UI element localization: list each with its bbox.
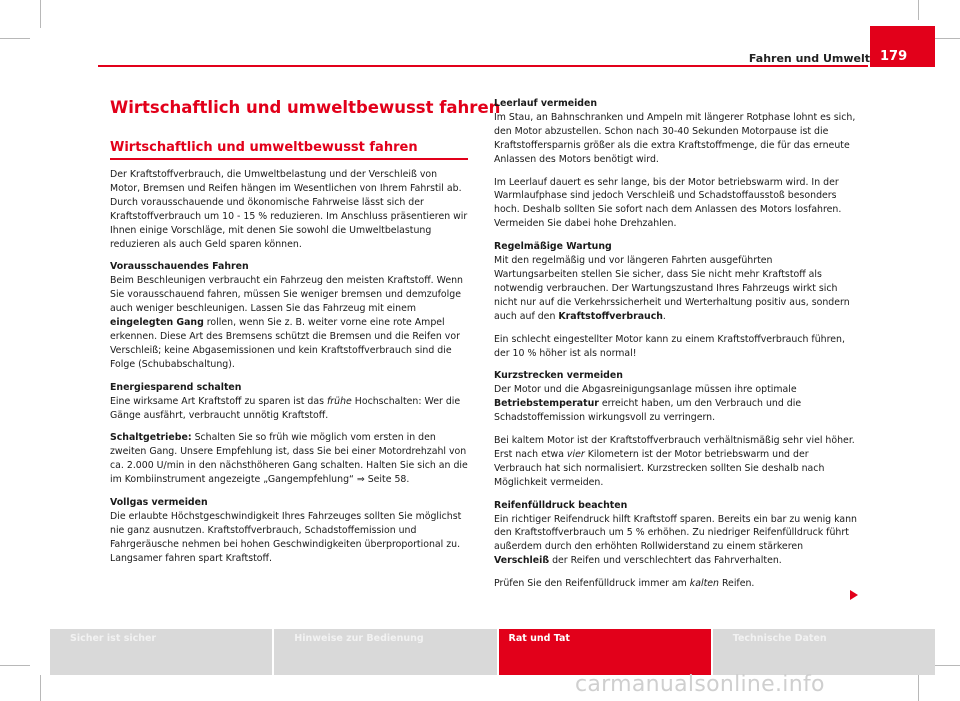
italic-term: frühe <box>326 395 352 407</box>
crop-mark <box>40 0 41 28</box>
tab-sicher-ist-sicher[interactable]: Sicher ist sicher <box>50 629 272 675</box>
tab-rat-und-tat[interactable]: Rat und Tat <box>499 629 711 675</box>
wartung-paragraph-2: Ein schlecht eingestellter Motor kann zu einem Kraftstoffverbrauch führen, der 10 % höher ist als normal! <box>494 333 845 359</box>
triangle-right-icon <box>850 590 858 600</box>
schalt-paragraph: Schaltgetriebe: Schalten Sie so früh wie möglich vom ersten in den zweiten Gang. Unsere Empfehlung ist, dass Sie bei einer Motordrehzahl von ca. 2.000 U/min in den nächsthöheren Gang schalten. Halten Sie sich an die im Kombiinstrument angezeigte „Gangempfehlung“ ⇒ Seite 58. <box>110 432 468 486</box>
wartung-paragraph-1: Mit den regelmäßig und vor längeren Fahrten ausgeführten Wartungsarbeiten stellen Sie sicher, dass Sie nicht mehr Kraftstoff als notwendig verbrauchen. Der Wartungszustand Ihres Fahrzeugs wirkt sich nicht nur auf die Verkehrssicherheit und Werterhaltung positiv aus, sondern auch auf den Kraftstoffverbrauch. <box>494 255 850 322</box>
header-rule <box>98 65 868 67</box>
section-title: Wirtschaftlich und umweltbewusst fahren <box>110 140 418 155</box>
tab-hinweise-zur-bedienung[interactable]: Hinweise zur Bedienung <box>274 629 496 675</box>
crop-mark <box>918 0 919 20</box>
bold-term: eingelegten Gang <box>110 317 204 329</box>
page-title: Wirtschaftlich und umweltbewusst fahren <box>110 98 501 117</box>
crop-mark <box>0 38 30 39</box>
crop-mark <box>0 665 30 666</box>
vollgas-paragraph: Die erlaubte Höchstgeschwindigkeit Ihres Fahrzeuges sollten Sie möglichst nie ganz ausnutzen. Kraftstoffverbrauch, Schadstoffemission und Fahrgeräusche nehmen bei hohen Geschwindigkeiten überproportional zu. Langsamer fahren spart Kraftstoff. <box>110 510 462 564</box>
leerlauf-paragraph-1: Im Stau, an Bahnschranken und Ampeln mit längerer Rotphase lohnt es sich, den Motor abzustellen. Schon nach 30-40 Sekunden Motorpause ist die Kraftstoffersparnis größer als die extra Kraftstoffmenge, die für das erneute Anlassen des Motors benötigt wird. <box>494 111 856 165</box>
italic-term: kalten <box>689 578 719 590</box>
reifen-paragraph-1: Ein richtiger Reifendruck hilft Kraftstoff sparen. Bereits ein bar zu wenig kann den Kraftstoffverbrauch um 5 % erhöhen. Zu niedriger Reifenfülldruck führt außerdem durch den erhöhten Rollwiderstand zu einem stärkeren Verschleiß der Reifen und verschlechtert das Fahrverhalten. <box>494 513 857 567</box>
tab-technische-daten[interactable]: Technische Daten <box>713 629 935 675</box>
schalt-label: Schaltgetriebe: <box>110 432 192 444</box>
leerlauf-paragraph-2: Im Leerlauf dauert es sehr lange, bis der Motor betriebswarm wird. In der Warmlaufphase sind jedoch Verschleiß und Schadstoffausstoß besonders hoch. Deshalb sollten Sie sofort nach dem Anlassen des Motors losfahren. Vermeiden Sie dabei hohe Drehzahlen. <box>494 176 842 230</box>
vollgas-heading: Vollgas vermeiden <box>110 497 208 509</box>
bold-term: Verschleiß <box>494 555 550 567</box>
crop-mark <box>918 675 919 701</box>
leerlauf-heading: Leerlauf vermeiden <box>494 98 598 109</box>
left-column <box>110 168 470 575</box>
wartung-heading: Regelmäßige Wartung <box>494 241 612 253</box>
reifen-heading: Reifenfülldruck beachten <box>494 499 628 511</box>
running-header: Fahren und Umwelt <box>748 52 870 65</box>
watermark: carmanualsonline.info <box>575 672 825 697</box>
crop-mark <box>40 675 41 701</box>
chapter-tabs <box>50 629 935 675</box>
energie-paragraph: Eine wirksame Art Kraftstoff zu sparen ist das frühe Hochschalten: Wer die Gänge ausfährt, verbraucht unnötig Kraftstoff. <box>110 395 461 421</box>
energie-heading: Energiesparend schalten <box>110 381 242 393</box>
intro-paragraph: Der Kraftstoffverbrauch, die Umweltbelastung und der Verschleiß von Motor, Bremsen und Reifen hängen im Wesentlichen von Ihrem Fahrstil ab. Durch vorausschauende und ökonomische Fahrweise lässt sich der Kraftstoffverbrauch um 10 - 15 % reduzieren. Im Anschluss präsentieren wir Ihnen einige Vorschläge, mit denen Sie sowohl die Umweltbelastung reduzieren als auch Geld sparen können. <box>110 169 468 250</box>
kurz-paragraph-2: Bei kaltem Motor ist der Kraftstoffverbrauch verhältnismäßig sehr viel höher. Erst nach etwa vier Kilometern ist der Motor betriebswarm und der Verbrauch hat sich normalisiert. Kurzstrecken sollten Sie deshalb nach Möglichkeit vermeiden. <box>494 435 855 488</box>
bold-term: Kraftstoffverbrauch <box>558 310 663 322</box>
vorausschauend-paragraph: Beim Beschleunigen verbraucht ein Fahrzeug den meisten Kraftstoff. Wenn Sie vorausschauend fahren, müssen Sie weniger bremsen und demzufolge auch weniger beschleunigen. Lassen Sie das Fahrzeug mit einem eingelegten Gang rollen, wenn Sie z. B. weiter vorne eine rote Ampel erkennen. Diese Art des Bremsens schützt die Bremsen und die Reifen vor Verschleiß; keine Abgasemissionen und kein Kraftstoffverbrauch sind die Folge (Schubabschaltung). <box>110 275 463 370</box>
kurz-paragraph-1: Der Motor und die Abgasreinigungsanlage müssen ihre optimale Betriebstemperatur erreicht haben, um den Verbrauch und die Schadstoffemission wirkungsvoll zu verringern. <box>494 384 802 424</box>
section-rule <box>110 158 468 160</box>
kurz-heading: Kurzstrecken vermeiden <box>494 370 623 382</box>
italic-term: vier <box>566 448 585 460</box>
right-column <box>494 97 858 600</box>
bold-term: Betriebstemperatur <box>494 398 599 410</box>
vorausschauend-heading: Vorausschauendes Fahren <box>110 261 249 273</box>
page-number: 179 <box>870 26 935 67</box>
reifen-paragraph-2: Prüfen Sie den Reifenfülldruck immer am kalten Reifen. <box>494 578 755 590</box>
